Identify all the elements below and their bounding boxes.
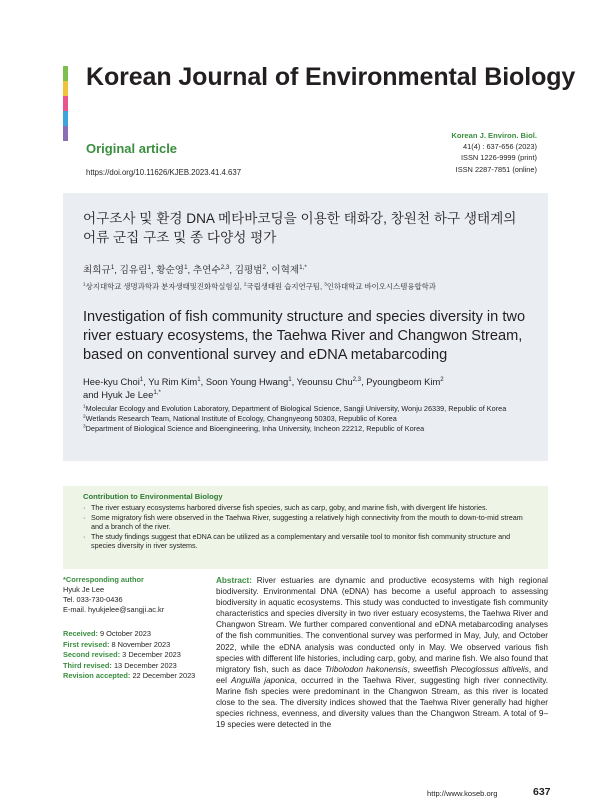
affiliation-text: 국립생태원 습지연구팀,: [246, 282, 325, 291]
contribution-heading: Contribution to Environmental Biology: [83, 492, 223, 501]
author-name: 김유림: [119, 265, 148, 276]
citation-block: [451, 130, 537, 175]
abstract: [216, 575, 548, 730]
affiliation-marker: 1: [83, 404, 86, 410]
journal-title: Korean Journal of Environmental Biology: [86, 63, 576, 91]
author-affiliation-marker: 2,3: [352, 375, 362, 383]
affiliation-text: Department of Biological Science and Bioengineering, Inha University, Incheon 22212, Republic of Korea: [85, 424, 425, 433]
color-bar-segment: [63, 96, 68, 111]
author-affiliation-marker: 1: [288, 375, 292, 383]
date-first-revised: First revised: 8 November 2023: [63, 639, 171, 649]
corresponding-author: [63, 575, 203, 615]
english-affiliations: [83, 404, 543, 434]
color-bar-segment: [63, 81, 68, 96]
author-affiliation-marker: 1: [197, 375, 201, 383]
author-affiliation-marker: 1: [110, 263, 115, 271]
color-bar-segment: [63, 126, 68, 141]
korean-authors: 최희규$^1$, 김유림$^1$, 황순영$^1$, 추연수$^{2,3}$, 김평범$^2$, 이혁제$^{1,*}$: [83, 263, 307, 276]
author-name: 추연수: [192, 265, 221, 276]
corresponding-tel: Tel. 033-730-0436: [63, 595, 123, 604]
author-name: 최희규: [83, 265, 111, 276]
author-name: Hee-kyu Choi: [83, 376, 140, 387]
affiliation-line: [83, 424, 543, 434]
author-name: Hyuk Je Lee: [101, 388, 154, 400]
corresponding-name: Hyuk Je Lee: [63, 585, 105, 594]
color-bar-segment: [63, 66, 68, 81]
author-affiliation-marker: 1,*: [153, 388, 161, 396]
author-affiliation-marker: 1,*: [299, 263, 307, 271]
corresponding-email[interactable]: E-mail. hyukjelee@sangji.ac.kr: [63, 605, 165, 614]
korean-affiliations: [83, 281, 436, 292]
footer-url[interactable]: http://www.koseb.org: [427, 789, 498, 798]
affiliation-text: 상지대학교 생명과학과 분자생태및진화학실험실,: [85, 282, 244, 291]
author-name: Yu Rim Kim: [148, 376, 198, 387]
affiliation-line: [83, 404, 543, 414]
affiliation-text: Wetlands Research Team, National Institute of Ecology, Changnyeong 50303, Republic of Korea: [85, 414, 397, 423]
author-affiliation-marker: 1: [184, 263, 188, 271]
author-name: Yeounsu Chu: [296, 376, 353, 387]
contribution-list: [83, 503, 528, 551]
date-received: Received: 9 October 2023: [63, 629, 151, 638]
affiliation-text: 인하대학교 바이오시스템융합학과: [326, 282, 436, 291]
korean-title: 어구조사 및 환경 DNA 메타바코딩을 이용한 태화강, 창원천 하구 생태계의 어류 군집 구조 및 종 다양성 평가: [83, 211, 517, 245]
affiliation-marker: 2: [83, 414, 86, 420]
contribution-item: · The study findings suggest that eDNA can be utilized as a complementary and versatile tool to monitor fish community structure and species diversity in river systems.: [83, 532, 528, 551]
contribution-box: [63, 486, 548, 569]
author-name: 이혁제: [271, 265, 300, 276]
author-affiliation-marker: 2: [440, 375, 444, 383]
doi-link[interactable]: https://doi.org/10.11626/KJEB.2023.41.4.637: [86, 168, 242, 177]
abstract-text: River estuaries are dynamic and productive ecosystems with high regional biodiversity. Environmental DNA (eDNA) has become a useful approach to assessing biodiversity in aquatic ecosystems. This study was conducted to investigate fish community characteristics and species diversity in two river estuary ecosystems, the Taehwa River and Changwon Stream. We further compared conventional and eDNA metabarcoding analyses of the fish communities. The conventional survey was performed in May, July, and October 2022, while the eDNA analysis was conducted only in May. We observed various fish species with different life histories, including carp, goby, and marine fish. We also found that migratory fish, such as dace Tribolodon hakonensis, sweetfish Plecoglossus altivelis, and eel Anguilla japonica, occurred in the Taehwa River, suggesting high river connectivity. Marine fish species were predominant in the Changwon Stream, as this river is located close to the sea. The diversity indices showed that the Taehwa River generally had higher species richness, evenness, and diversity values than the Changwon Stream. A total of 9–19 species were detected in the: [216, 576, 549, 730]
abstract-label: Abstract:: [216, 576, 252, 585]
title-box: [63, 193, 548, 461]
journal-color-bar: [63, 66, 68, 141]
affiliation-line: [83, 414, 543, 424]
color-bar-segment: [63, 111, 68, 126]
date-second-revised: Second revised: 3 December 2023: [63, 650, 181, 660]
article-dates: [63, 629, 213, 682]
date-accepted: Revision accepted: 22 December 2023: [63, 671, 196, 681]
issn-print: ISSN 1226-9999 (print): [461, 153, 537, 163]
author-affiliation-marker: 1: [147, 263, 151, 271]
author-name: Soon Young Hwang: [205, 376, 289, 387]
page-number: 637: [533, 786, 551, 798]
author-name: 황순영: [156, 265, 185, 276]
affiliation-marker: 3: [83, 424, 86, 430]
affiliation-marker: 3: [324, 282, 327, 288]
corresponding-label: *Corresponding author: [63, 575, 144, 584]
english-title: Investigation of fish community structure and species diversity in two river estuary ecosystems, the Taehwa River and Changwon Stream, based on conventional survey and eDNA metabarcoding: [83, 309, 526, 363]
date-third-revised: Third revised: 13 December 2023: [63, 660, 177, 670]
journal-abbreviation: Korean J. Environ. Biol.: [451, 131, 537, 140]
affiliation-marker: 2: [243, 282, 247, 288]
volume-pages: 41(4) : 637-656 (2023): [463, 142, 537, 152]
article-type: Original article: [86, 141, 178, 156]
contribution-item: · The river estuary ecosystems harbored diverse fish species, such as carp, goby, and marine fish, with divergent life histories.: [83, 503, 528, 513]
english-authors: Hee-kyu Choi$^1$, Yu Rim Kim$^1$, Soon Young Hwang$^1$, Yeounsu Chu$^{2,3}$, Pyoungbeom Kim$^2$ and Hyuk Je Lee$^{1,*}$: [83, 375, 444, 400]
affiliation-marker: 1: [83, 282, 86, 288]
author-affiliation-marker: 2: [262, 263, 266, 271]
contribution-item: · Some migratory fish were observed in the Taehwa River, suggesting a relatively high connectivity from the mouth to down-to-mid stream and a branch of the river.: [83, 513, 528, 532]
author-affiliation-marker: 1: [139, 375, 144, 383]
author-name: 김평범: [234, 265, 263, 276]
author-affiliation-marker: 2,3: [220, 263, 230, 271]
affiliation-text: Molecular Ecology and Evolution Laboratory, Department of Biological Science, Sangji University, Wonju 26339, Republic of Korea: [85, 404, 507, 413]
issn-online: ISSN 2287-7851 (online): [455, 164, 537, 174]
author-name: Pyoungbeom Kim: [366, 376, 441, 387]
